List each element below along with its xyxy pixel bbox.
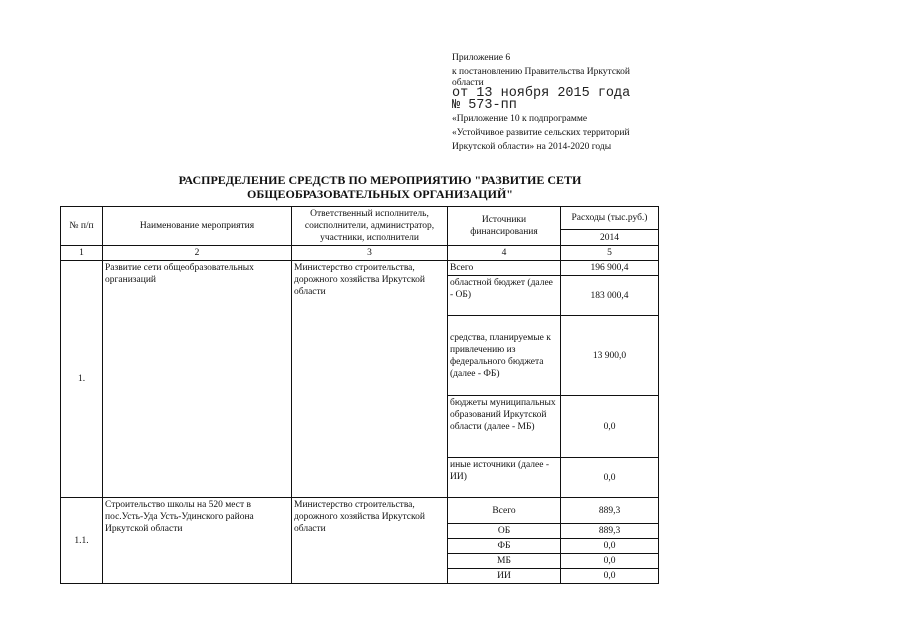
source-label: МБ	[448, 554, 561, 569]
source-value: 889,3	[561, 498, 659, 524]
row-num: 1.1.	[61, 498, 103, 584]
source-value: 889,3	[561, 524, 659, 539]
row-num: 1.	[61, 261, 103, 498]
header-name: Наименование мероприятия	[103, 207, 292, 246]
col-number: 2	[103, 246, 292, 261]
subprogram-name: «Устойчивое развитие сельских территорий	[452, 128, 630, 138]
row-executor: Министерство строительства, дорожного хозяйства Иркутской области	[292, 498, 448, 584]
row-executor: Министерство строительства, дорожного хозяйства Иркутской области	[292, 261, 448, 498]
resolution-ref: к постановлению Правительства Иркутской	[452, 67, 631, 77]
table-row	[61, 498, 659, 524]
header-num: № п/п	[61, 207, 103, 246]
source-value: 0,0	[561, 539, 659, 554]
source-label: иные источники (далее - ИИ)	[448, 458, 561, 498]
header-expenses: Расходы (тыс.руб.)	[561, 207, 659, 230]
source-value: 0,0	[561, 569, 659, 584]
source-value: 0,0	[561, 458, 659, 498]
region-label: области	[452, 78, 484, 88]
number-stamp: № 573-пп	[452, 98, 517, 113]
document-title	[60, 173, 700, 201]
source-label: ФБ	[448, 539, 561, 554]
source-value: 183 000,4	[561, 276, 659, 316]
table-row	[61, 261, 659, 276]
col-number: 3	[292, 246, 448, 261]
source-label: Всего	[448, 498, 561, 524]
col-number: 1	[61, 246, 103, 261]
title-line-2: ОБЩЕОБРАЗОВАТЕЛЬНЫХ ОРГАНИЗАЦИЙ"	[247, 187, 513, 201]
source-label: областной бюджет (далее - ОБ)	[448, 276, 561, 316]
source-value: 0,0	[561, 554, 659, 569]
title-line-1: РАСПРЕДЕЛЕНИЕ СРЕДСТВ ПО МЕРОПРИЯТИЮ "РАЗВИТИЕ СЕТИ	[178, 173, 582, 187]
source-label: Всего	[448, 261, 561, 276]
row-name: Развитие сети общеобразовательных организаций	[103, 261, 292, 498]
source-label: средства, планируемые к привлечению из федерального бюджета (далее - ФБ)	[448, 316, 561, 396]
subprogram-period: Иркутской области» на 2014-2020 годы	[452, 142, 612, 152]
appendix-label: Приложение 6	[452, 53, 511, 63]
col-number: 4	[448, 246, 561, 261]
source-value: 0,0	[561, 396, 659, 458]
document-header	[452, 51, 630, 154]
header-sources: Источники финансирования	[448, 207, 561, 246]
source-label: ОБ	[448, 524, 561, 539]
row-name: Строительство школы на 520 мест в пос.Усть-Уда Усть-Удинского района Иркутской области	[103, 498, 292, 584]
source-label: бюджеты муниципальных образований Иркутской области (далее - МБ)	[448, 396, 561, 458]
date-stamp: от 13 ноября 2015 года	[452, 86, 631, 101]
subprogram-appendix: «Приложение 10 к подпрограмме	[452, 114, 588, 124]
header-executor: Ответственный исполнитель, соисполнители, администратор, участники, исполнители	[292, 207, 448, 246]
col-number: 5	[561, 246, 659, 261]
table-header-row	[61, 207, 659, 230]
source-value: 13 900,0	[561, 316, 659, 396]
distribution-table	[60, 206, 659, 584]
column-numbers-row	[61, 246, 659, 261]
source-value: 196 900,4	[561, 261, 659, 276]
header-year: 2014	[561, 230, 659, 246]
source-label: ИИ	[448, 569, 561, 584]
